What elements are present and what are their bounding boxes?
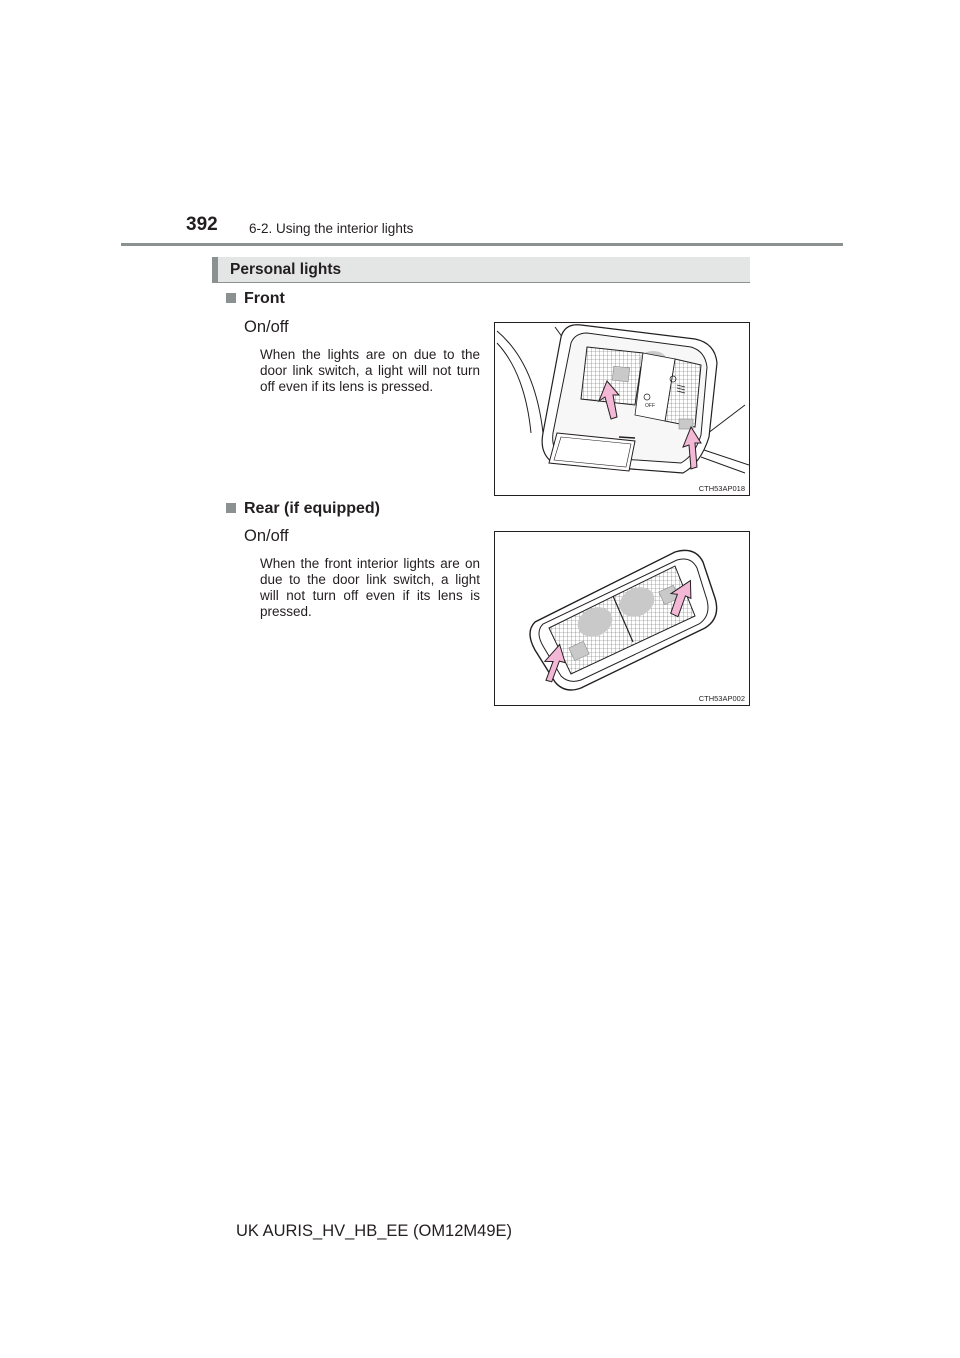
page-number: 392 [186,214,218,235]
header-rule [121,243,843,246]
figure-code-rear: CTH53AP002 [698,694,745,703]
figure-code-front: CTH53AP018 [698,484,745,493]
figure-front-lights [494,322,750,496]
item-label-rear: On/off [244,527,289,545]
subheading-rear [226,500,380,518]
item-description-front: When the lights are on due to the door link switch, a light will not turn off even if its lens is pressed. [260,347,480,394]
square-bullet-icon [226,293,236,303]
section-heading: Personal lights [230,261,342,278]
front-overhead-console-illustration [495,323,749,495]
figure-rear-lights [494,531,750,706]
section-title: 6-2. Using the interior lights [249,221,414,236]
subheading-rear-text: Rear (if equipped) [244,500,381,517]
rear-personal-light-illustration [495,532,749,705]
item-description-rear: When the front interior lights are on due to the door link switch, a light will not turn off even if its lens is pressed. [260,556,480,619]
subheading-front-text: Front [244,290,285,307]
section-heading-bar [212,257,750,283]
square-bullet-icon [226,503,236,513]
document-footer: UK AURIS_HV_HB_EE (OM12M49E) [236,1222,513,1240]
item-label-front: On/off [244,318,289,336]
svg-text:OFF: OFF [645,403,655,409]
subheading-front [226,290,285,308]
